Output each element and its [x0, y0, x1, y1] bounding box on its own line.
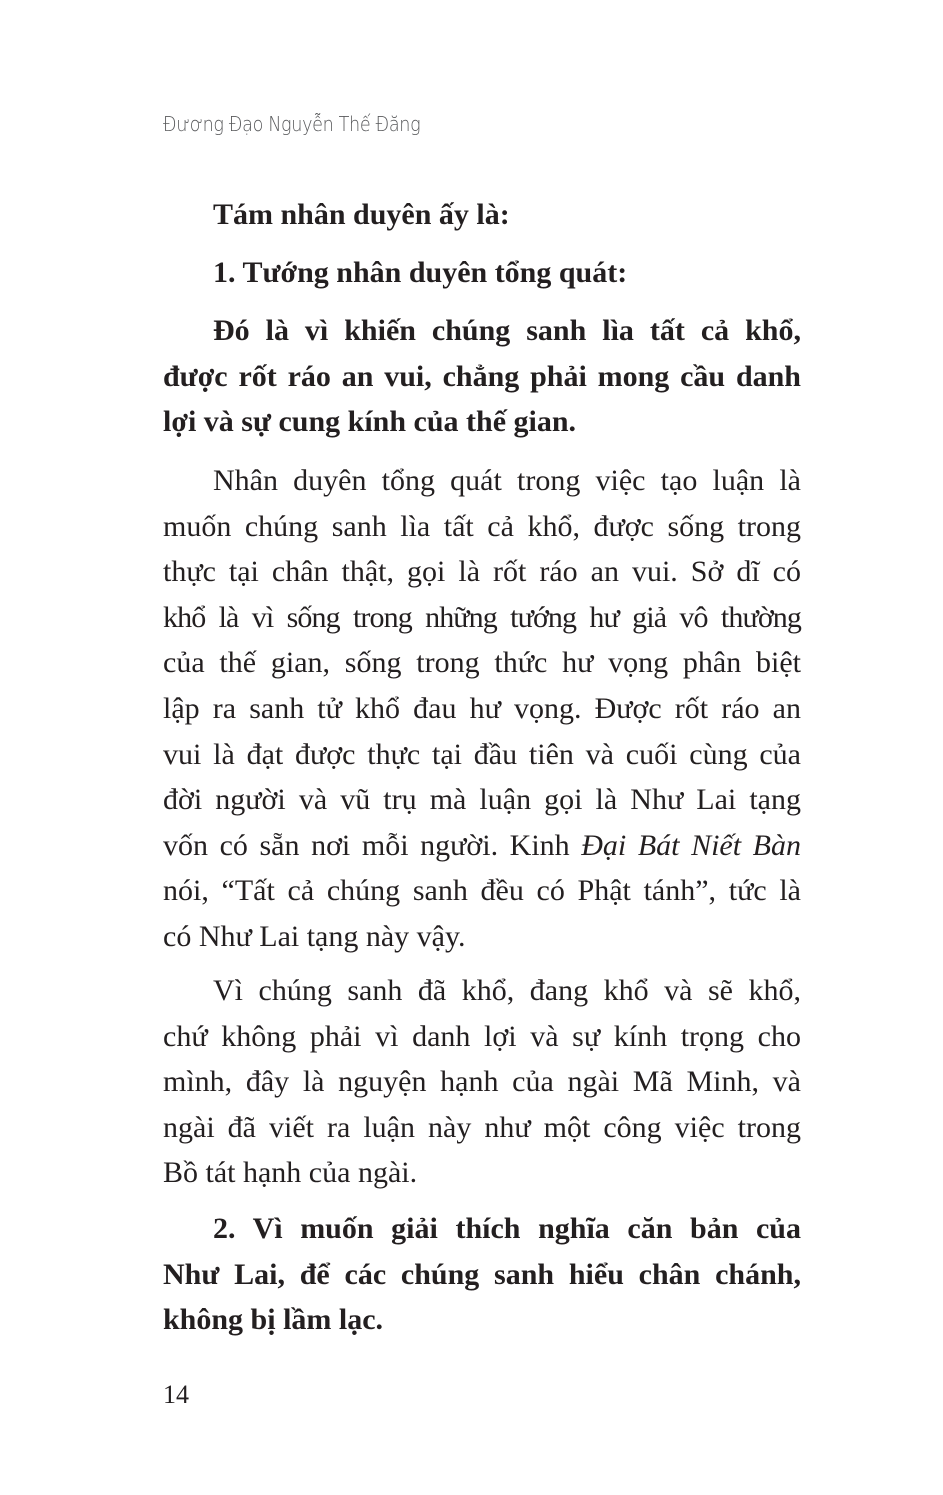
section-1-heading-block	[163, 250, 801, 296]
paragraph-line: của thế gian, sống trong thức hư vọng phân biệt	[163, 646, 801, 680]
running-header: Đương Đạo Nguyễn Thế Đăng	[163, 112, 421, 136]
paragraph-line: ngài đã viết ra luận này như một công việc trong	[163, 1110, 801, 1144]
intro-heading: Tám nhân duyên ấy là:	[213, 198, 510, 231]
paragraph-1	[163, 458, 801, 960]
statement-line: được rốt ráo an vui, chẳng phải mong cầu danh	[163, 359, 801, 393]
paragraph-line: đời người và vũ trụ mà luận gọi là Như Lai tạng	[163, 783, 801, 817]
paragraph-line: Bồ tát hạnh của ngài.	[163, 1156, 418, 1190]
paragraph-line: chứ không phải vì danh lợi và sự kính trọng cho	[163, 1019, 801, 1053]
page-number: 14	[163, 1380, 189, 1409]
heading-line: 2. Vì muốn giải thích nghĩa căn bản của	[213, 1212, 801, 1245]
paragraph-line: lập ra sanh tử khổ đau hư vọng. Được rốt ráo an	[163, 691, 801, 725]
paragraph-text: vốn có sẵn nơi mỗi người. Kinh	[163, 828, 582, 862]
sutra-title: Đại Bát Niết Bàn	[581, 828, 801, 862]
paragraph-line: vui là đạt được thực tại đầu tiên và cuối cùng của	[163, 737, 801, 771]
paragraph-line: Nhân duyên tổng quát trong việc tạo luận là	[213, 464, 801, 497]
paragraph-line: mình, đây là nguyện hạnh của ngài Mã Minh, và	[163, 1065, 801, 1099]
paragraph-line-with-title	[163, 823, 801, 869]
paragraph-2	[163, 968, 801, 1196]
section-2-heading	[163, 1206, 801, 1343]
statement-line: lợi và sự cung kính của thế gian.	[163, 405, 577, 439]
paragraph-line: thực tại chân thật, gọi là rốt ráo an vui. Sở dĩ có	[163, 555, 801, 589]
paragraph-line: Vì chúng sanh đã khổ, đang khổ và sẽ khổ,	[213, 974, 801, 1007]
statement-line: Đó là vì khiến chúng sanh lìa tất cả khổ,	[213, 314, 801, 347]
intro-heading-block	[163, 192, 801, 238]
heading-line: không bị lầm lạc.	[163, 1303, 384, 1337]
paragraph-line: khổ là vì sống trong những tướng hư giả vô thường	[163, 600, 801, 634]
section-1-statement	[163, 308, 801, 445]
section-1-heading: 1. Tướng nhân duyên tổng quát:	[213, 256, 628, 289]
paragraph-line: nói, “Tất cả chúng sanh đều có Phật tánh”, tức là	[163, 874, 801, 908]
heading-line: Như Lai, để các chúng sanh hiểu chân chánh,	[163, 1257, 801, 1291]
paragraph-line: có Như Lai tạng này vậy.	[163, 919, 466, 953]
paragraph-line: muốn chúng sanh lìa tất cả khổ, được sống trong	[163, 509, 801, 543]
